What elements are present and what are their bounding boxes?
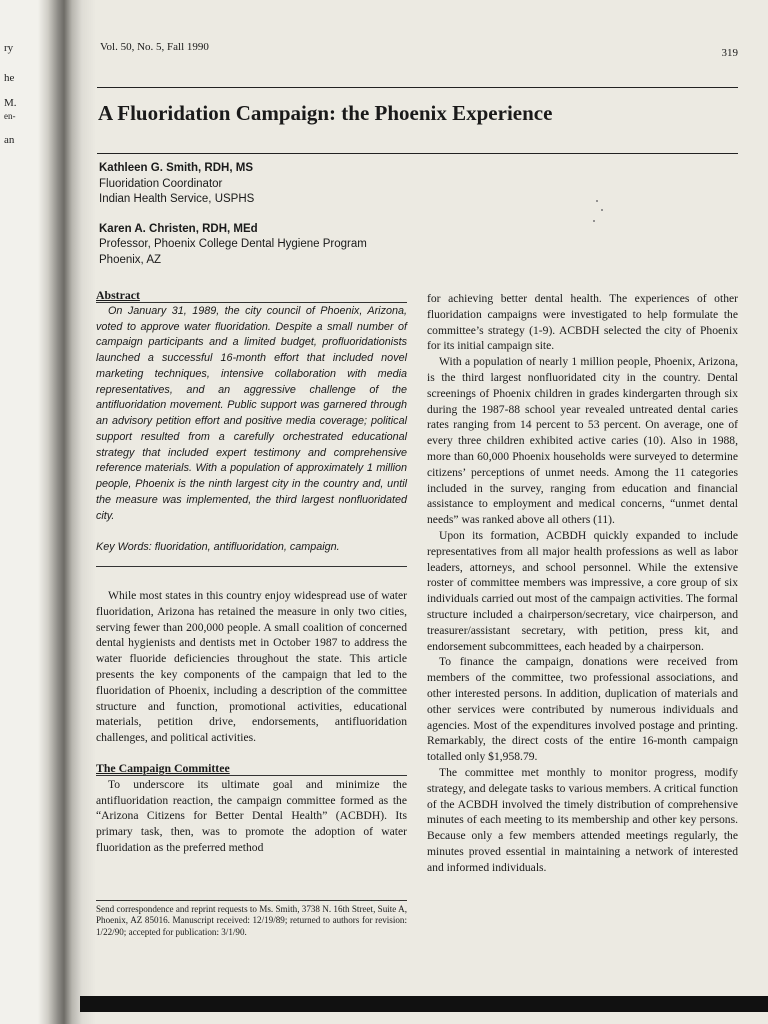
intro-paragraph: While most states in this country enjoy widespread use of water fluoridation, Arizona has retained the measure in only two cities, serving fewer than 200,000 people. A small coalition of concerned dental hygienists and dentists met in October 1987 to address the water fluoride deficiencies throughout the state. This article presents the key components of the campaign that led to the fluoridation of Phoenix, including a description of the committee structure and function, promotional activities, educational materials, petition drive, endorsements, antifluoridation challenges, and political activities.	[96, 589, 407, 745]
campaign-committee-text: To underscore its ultimate goal and minimize the antifluoridation reaction, the campaign committee formed as the “Arizona Citizens for Better Dental Health” (ACBDH). Its primary task, then, was to promote the adoption of water fluoridation as the preferred method	[96, 777, 407, 855]
author-affiliation: Indian Health Service, USPHS	[99, 193, 255, 205]
right-column	[427, 291, 738, 875]
body-paragraph: Upon its formation, ACBDH quickly expanded to include representatives from all major health professions as well as labor leaders, attorneys, and school personnel. While the extensive roster of committee members was impressive, a core group of six individuals carried out most of the campaign activities. The formal structure included a chairperson/secretary, vice chairperson, and treasurer/assistant secretary, with petition, press kit, and endorsement subcommittees, each headed by a chairperson.	[427, 528, 738, 653]
margin-fragment: M.	[4, 97, 17, 109]
abstract-heading: Abstract	[96, 288, 140, 302]
campaign-committee-heading: The Campaign Committee	[96, 761, 230, 776]
body-paragraph: for achieving better dental health. The experiences of other fluoridation campaigns were investigated to help formulate the committee’s strategy (1-9). ACBDH selected the city of Phoenix for its initial campaign site.	[427, 292, 738, 353]
header-rule	[97, 87, 738, 88]
page-gutter-shadow	[0, 0, 96, 1024]
body-paragraph: The committee met monthly to monitor progress, modify strategy, and delegate tasks to various members. A critical function of the ACBDH involved the timely distribution of comprehensive minutes of each meeting to its membership and other key persons. Because only a few members attended meetings regularly, the minutes proved essential in maintaining a network of interested and informed individuals.	[427, 765, 738, 874]
margin-fragment: an	[4, 134, 15, 146]
correspondence-footnote: Send correspondence and reprint requests to Ms. Smith, 3738 N. 16th Street, Suite A, Phoenix, AZ 85016. Manuscript received: 12/19/89; returned to authors for revision: 1/22/90; accepted for publication: 3/1/90.	[96, 904, 407, 937]
abstract-rule	[96, 302, 407, 303]
footnote-rule	[96, 900, 407, 901]
author-name: Karen A. Christen, RDH, MEd	[99, 222, 258, 235]
margin-fragment: en-	[4, 111, 16, 121]
body-paragraph: With a population of nearly 1 million people, Phoenix, Arizona, is the third largest nonfluoridated city in the country. Dental screenings of Phoenix children in grades kindergarten through six during the 1987-88 school year revealed untreated dental caries rates ranging from 14 percent to 53 percent. On average, one of every three children exhibited active caries (10). Also in 1988, more than 60,000 Phoenix households were surveyed to determine citizens’ perceptions of unmet needs. Among the 11 categories included in the survey, ranging from education and financial assistance to employment and medical concerns, “unmet dental needs” was ranked above all others (11).	[427, 355, 738, 527]
author-block	[99, 161, 459, 268]
left-column	[96, 288, 407, 856]
author-affiliation: Fluoridation Coordinator	[99, 177, 223, 190]
keywords: Key Words: fluoridation, antifluoridation, campaign.	[96, 541, 340, 554]
page-number: 319	[721, 47, 738, 59]
margin-fragment: ry	[4, 42, 14, 54]
author-affiliation: Professor, Phoenix College Dental Hygiene Program	[99, 238, 367, 250]
abstract-text: On January 31, 1989, the city council of Phoenix, Arizona, voted to approve water fluoridation. Despite a small number of campaign participants and a limited budget, profluoridationists launched a successful 16-month effort that included novel marketing techniques, intensive collaboration with media representatives, and an aggressive challenge of the antifluoridation movement. Public support was garnered through an advisory petition effort and positive media coverage; political support resulted from a carefully orchestrated educational strategy that included expert testimony and comprehensive reference materials. With a population of approximately 1 million people, Phoenix is the ninth largest city in the country and, until the measure was implemented, the third largest nonfluoridated city.	[96, 304, 407, 522]
body-paragraph: To finance the campaign, donations were received from members of the committee, two professional associations, and other interested persons. In addition, duplication of materials and other services were contributed by numerous individuals and agencies. Most of the expenditures involved postage and printing. Remarkably, the direct costs of the entire 16-month campaign totalled only $1,958.79.	[427, 655, 738, 764]
article-title: A Fluoridation Campaign: the Phoenix Experience	[98, 101, 553, 125]
keywords-rule	[96, 566, 407, 567]
title-rule	[97, 153, 738, 154]
scan-edge-bar	[80, 996, 768, 1012]
author-name: Kathleen G. Smith, RDH, MS	[99, 162, 253, 174]
journal-issue: Vol. 50, No. 5, Fall 1990	[100, 41, 209, 53]
margin-fragment: he	[4, 72, 15, 84]
author-affiliation: Phoenix, AZ	[99, 253, 162, 266]
